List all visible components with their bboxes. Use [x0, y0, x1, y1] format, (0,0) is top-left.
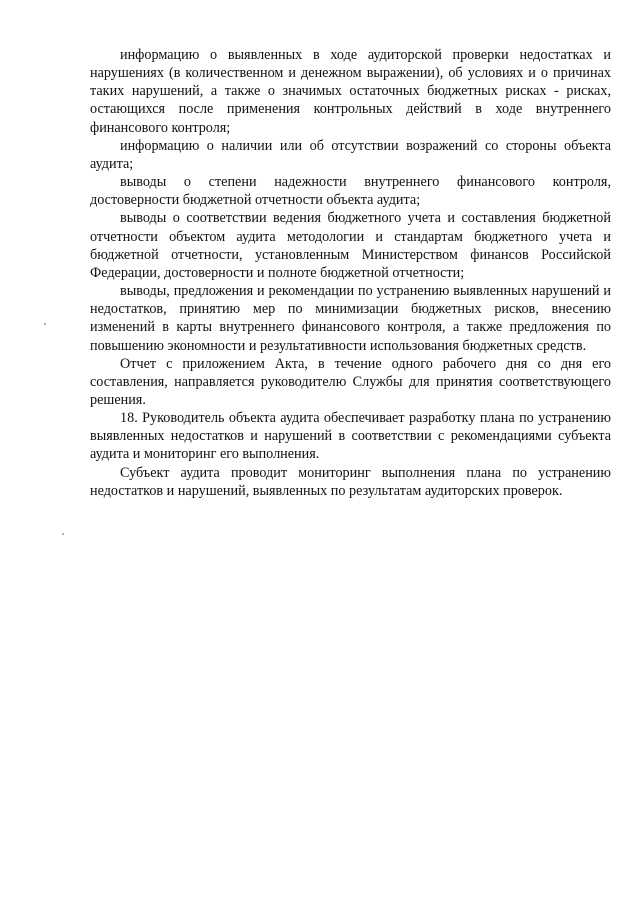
paragraph-objections-info: информацию о наличии или об отсутствии возражений со стороны объекта аудита;	[90, 137, 611, 172]
paragraph-audit-findings-info: информацию о выявленных в ходе аудиторской проверки недостатках и нарушениях (в количественном и денежном выражении), об условиях и о причинах таких нарушений, а также о значимых остаточных бюджетных рисках - рисках, остающихся после применения контрольных действий в ходе внутреннего финансового контроля;	[90, 47, 611, 136]
paragraph-report-submission: Отчет с приложением Акта, в течение одного рабочего дня со дня его составления, направляется руководителю Службы для принятия соответствующего решения.	[90, 355, 611, 408]
scan-speck	[44, 323, 46, 325]
paragraph-monitoring: Субъект аудита проводит мониторинг выполнения плана по устранению недостатков и нарушений, выявленных по результатам аудиторских проверок.	[90, 464, 611, 499]
scan-speck	[62, 533, 64, 535]
paragraph-recommendations: выводы, предложения и рекомендации по устранению выявленных нарушений и недостатков, принятию мер по минимизации бюджетных рисков, внесению изменений в карты внутреннего финансового контроля, а также предложения по повышению экономности и результативности использования бюджетных средств.	[90, 283, 611, 354]
paragraph-item-18: 18. Руководитель объекта аудита обеспечивает разработку плана по устранению выявленных недостатков и нарушений в соответствии с рекомендациями субъекта аудита и мониторинг его выполнения.	[90, 410, 611, 463]
paragraph-accounting-compliance-conclusions: выводы о соответствии ведения бюджетного учета и составления бюджетной отчетности объектом аудита методологии и стандартам бюджетного учета и бюджетной отчетности, установленным Министерством финансов Российской Федерации, достоверности и полноте бюджетной отчетности;	[90, 210, 611, 281]
paragraph-reliability-conclusions: выводы о степени надежности внутреннего финансового контроля, достоверности бюджетной отчетности объекта аудита;	[90, 174, 611, 209]
document-text	[90, 46, 611, 500]
